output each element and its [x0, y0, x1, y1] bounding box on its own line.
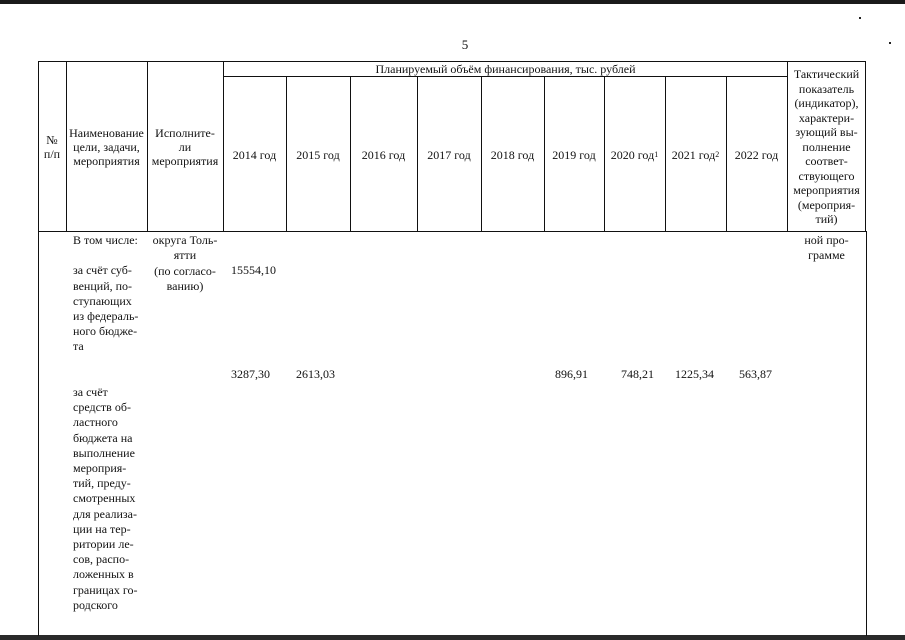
scan-speck [889, 42, 891, 44]
header-year-2021: 2021 год 2 [671, 147, 720, 162]
body-indicator-text: ной про- грамме [804, 233, 849, 263]
scan-top-border [0, 0, 905, 4]
header-indicator: Тактический показатель (индикатор), характери- зующий вы- полнение соответ- ствующего мероприятия (мероприя- тий) [793, 67, 860, 227]
header-year-2019: 2019 год [552, 147, 596, 162]
header-executor: Исполните- ли мероприятия [151, 126, 219, 168]
scan-bottom-border [0, 635, 905, 640]
page-number: 5 [461, 37, 469, 52]
regional-2014-value: 3287,30 [231, 367, 270, 381]
body-name-text: В том числе: за счёт суб- венций, по- ступающих из федераль- ного бюдже- та за счёт средств об- ластного бюджета на выполнение мероприя- тий, преду- смотренных для реализа- ции на тер- ритории ле- сов, распо- ложенных в границах го- родского [73, 233, 139, 612]
header-year-2020: 2020 год 1 [610, 147, 659, 162]
scan-speck [859, 17, 861, 19]
regional-2022-value: 563,87 [739, 367, 772, 381]
body-executor-text: округа Толь- ятти [152, 233, 218, 263]
header-year-2015: 2015 год [296, 147, 340, 162]
regional-2019-value: 896,91 [555, 367, 588, 381]
header-year-2018: 2018 год [490, 147, 535, 162]
regional-2015-value: 2613,03 [296, 367, 335, 381]
federal-2014-value: 15554,10 [231, 263, 276, 277]
header-name: Наименование цели, задачи, мероприятия [69, 126, 144, 168]
body-right-border [866, 231, 867, 636]
body-executor-note: (по согласо- ванию) [154, 264, 216, 294]
regional-2020-value: 748,21 [621, 367, 654, 381]
regional-2021-value: 1225,34 [675, 367, 714, 381]
header-year-2014: 2014 год [232, 147, 277, 162]
header-year-2016: 2016 год [361, 147, 406, 162]
header-funding-group: Планируемый объём финансирования, тыс. рублей [375, 62, 636, 76]
header-num: № п/п [43, 133, 61, 161]
header-year-2022: 2022 год [734, 147, 779, 162]
header-year-2017: 2017 год [427, 147, 471, 162]
body-left-border [38, 231, 39, 636]
